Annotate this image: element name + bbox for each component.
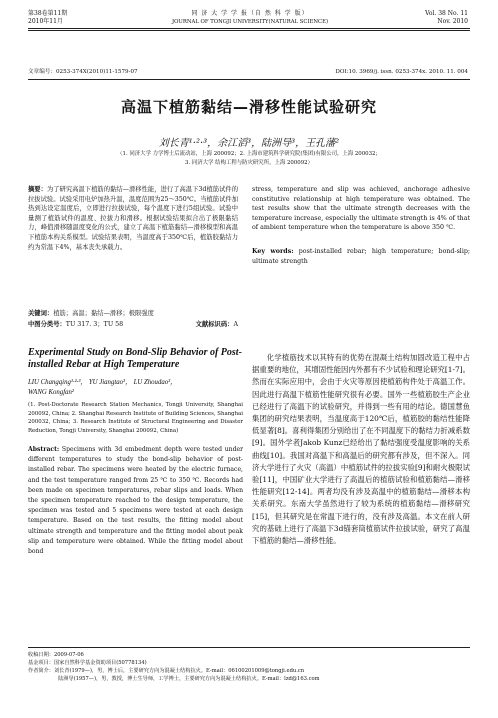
introduction: 化学植筋技术以其特有的优势在混凝土结构加固改造工程中占据重要的地位，其增固性能因内外都有不少试验和理论研究[1-7]。然而在实际应用中，会由于火灾等原因使植筋构件处于高温工作。因此进行高温下植筋性能研究很有必要。国外一些植筋胶生产企业已经进行了高温下的试验研究，并得到一些有用的结论。德国慧鱼集团的研究结果表明，当温度高于120℃后，植筋胶的黏结性能降低显著[8]。喜利得集团分别给出了在不同温度下的黏结力折减系数[9]。国外学者Jakob Kunz已经给出了黏结强度受温度影响的关系曲线[10]。我国对高温下和高温后的研究都有涉及，但不深入。同济大学进行了火灾（高温）中植筋试件的拉拔实验[9]和耐火极限试验[11]，中国矿业大学进行了高温后的植筋试验和植筋黏结—滑移性能研究[12-14]。两者均没有涉及高温中的植筋黏结—滑移本构关系研究。东南大学虽然进行了较为系统的植筋黏结—滑移研究[15]，但其研究是在常温下进行的，没有涉及高温。本文在前人研究的基础上进行了高温下3d锚套筒植筋试件拉拔试验，研究了高温下植筋的黏结—滑移性能。 xyxy=(252,353,470,546)
doi: DOI:10. 3969/j. issn. 0253-374x. 2010. 11. 004 xyxy=(335,69,468,75)
english-affiliation: (1. Post-Doctorate Research Station Mechanics, Tongji University, Shanghai 200092, China; 2. Shanghai Research Institute of Building Sciences, Shanghai 200032, China; 3. Research Institute of Structural Engineering and Disaster Reduction, Tongji University, Shanghai 200092, China) xyxy=(28,402,243,434)
abstract-en-text: Specimens with 3d embedment depth were tested under different temperatures to study the bond-slip behavior of post-installed rebar. The specimens were heated by the electric furnace, and the test temperature ranged from 25 ℃ to 350 ℃. Records had been made on specimen temperatures, rebar slips and loads. When the specimen temperature reached to the design temperature, the specimen was tested and 5 specimens were tested at each design temperature. Based on the test results, the fitting model about ultimate strength and temperature and the fitting model about peak slip and temperature were obtained. While the fitting model about bond xyxy=(28,446,244,556)
abstract-en-continued: stress, temperature and slip was achieved, anchorage adhesive constitutive relationship at high temperature was obtained. The test results show that the ultimate strength decreases with the temperature increase, especially the ultimate strength is 4% of that of ambient temperature when the temperature is above 350 ℃. xyxy=(252,186,470,232)
doc-code-label: 文献标识码： xyxy=(195,321,234,328)
affiliation-2: 3. 同济大学 结构工程与防灾研究所，上海 200092） xyxy=(185,160,313,166)
header-rule xyxy=(28,28,470,29)
clc-text: TU 317. 3；TU 58 xyxy=(65,321,124,328)
header-rule-thin xyxy=(28,30,470,31)
journal-name-cn: 同 济 大 学 学 报（自 然 科 学 版） xyxy=(191,10,309,17)
abstract-en xyxy=(28,445,243,557)
article-id: 文章编号：0253-374X(2010)11-1579-07 xyxy=(28,69,138,75)
english-authors xyxy=(28,378,243,398)
footnote-author2: 陆洲导(1957—)，男，教授，博士生导师，工学博士，主要研究方向为混凝土结构抗火。E-mail：lzd@163.com xyxy=(58,676,320,682)
keywords-cn xyxy=(28,309,238,319)
paper-title: 高温下植筋黏结—滑移性能试验研究 xyxy=(120,98,377,116)
journal-volume: 第38卷第11期 xyxy=(28,10,68,17)
authors: 刘长青¹·²·³，余江滔³，陆洲导³，王孔藩² xyxy=(158,138,340,149)
abstract-en-label: Abstract: xyxy=(28,446,60,453)
abstract-cn-label: 摘要： xyxy=(28,186,47,193)
footnote-fund: 基金项目：国家自然科学基金资助项目(50778134) xyxy=(28,660,147,666)
footnote-rule xyxy=(28,647,470,648)
info-rule xyxy=(28,79,470,80)
journal-date-en: Nov. 2010 xyxy=(437,18,468,25)
abstract-cn-text: 为了研究高温下植筋的黏结—滑移性能，进行了高温下3d植筋试件的拉拔试验。试验采用电炉加热升温，温度范围为25～350℃。当植筋试件加热到达设定温度后，立即进行拉拔试验，每个温度下进行5组试验。试验中量测了植筋试件的温度、拉拔力和滑移。根据试验结果拟合出了极限黏结力，峰值滑移随温度变化的公式，建立了高温下植筋黏结—滑移模型和高温下植筋本构关系模型。试验结果表明，当温度高于350℃后，植筋胶黏结力约为常温下4%，基本丧失承载力。 xyxy=(28,186,238,251)
keywords-cn-label: 关键词： xyxy=(28,310,54,317)
affiliation-1: （1. 同济大学 力学博士后流动站，上海 200092；2. 上海市建筑科学研究院(集团)有限公司，上海 200032； xyxy=(117,151,381,157)
english-authors-line1: LIU Changqing¹·²·³， YU Jiangtao³， LU Zhoudao³， xyxy=(28,379,177,386)
keywords-en-label: Key words: xyxy=(252,248,294,255)
footnote-received: 收稿日期：2009-07-06 xyxy=(28,652,84,658)
english-title: Experimental Study on Bond-Slip Behavior of Post-installed Rebar at High Temperature xyxy=(28,347,242,370)
clc xyxy=(28,320,168,330)
footnotes xyxy=(28,651,470,683)
doc-code-text: A xyxy=(233,321,238,328)
clc-label: 中图分类号： xyxy=(28,321,66,328)
journal-name-en: JOURNAL OF TONGJI UNIVERSITY(NATURAL SCIENCE) xyxy=(171,19,329,25)
keywords-en-text: post-installed rebar; high temperature; bond-slip; ultimate strength xyxy=(252,248,470,265)
english-authors-line2: WANG Kongfan² xyxy=(28,389,74,396)
doc-code xyxy=(168,320,238,330)
keywords-en xyxy=(252,247,470,266)
footnote-author1: 作者简介：刘长青(1979—)，男，博士后，主要研究方向为混凝土结构抗火。E-mail：06100201009@tongji.edu.cn xyxy=(28,668,305,674)
keywords-cn-text: 植筋；高温；黏结—滑移；极限强度 xyxy=(53,310,154,317)
journal-volume-en: Vol. 38 No. 11 xyxy=(425,10,468,17)
abstract-cn xyxy=(28,185,238,252)
journal-date: 2010年11月 xyxy=(28,18,63,25)
